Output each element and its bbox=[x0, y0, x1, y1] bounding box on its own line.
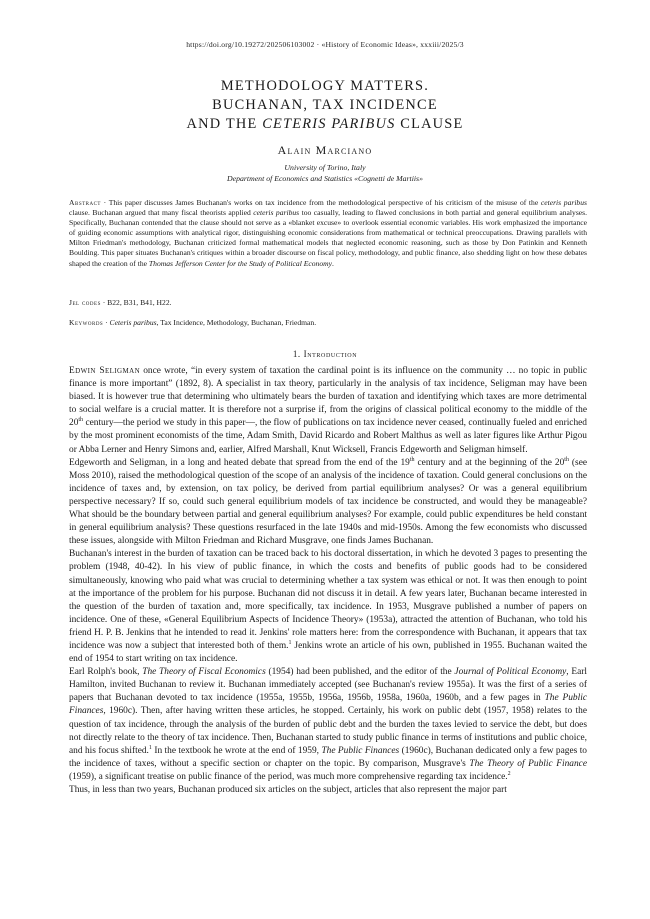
abstract: Abstract · This paper discusses James Buchanan's works on tax incidence from the methodological perspective of his criticism of the misuse of the ceteris paribus clause. Buchanan argued that many fiscal theorists applied ceteris paribus too casually, leading to flawed conclusions in both partial and general equilibrium analyses. Specifically, Buchanan contended that the clause should not serve as a «blanket excuse» to overlook essential economic variables. His work emphasized the importance of guiding economic assumptions with analytical rigor, distinguishing economic considerations from mathematical or technical preoccupations. Drawing parallels with Milton Friedman's methodology, Buchanan criticized formal mathematical models that neglected economic reasoning, such as those by Don Patinkin and Kenneth Boulding. This paper situates Buchanan's critiques within a broader discourse on fiscal policy, methodology, and public finance, also shedding light on how these debates shaped the creation of the Thomas Jefferson Center for the Study of Political Economy. bbox=[69, 198, 588, 268]
paragraph-5: Thus, in less than two years, Buchanan produced six articles on the subject, articles that also represent the major part bbox=[69, 785, 507, 795]
paragraph-2: Edgeworth and Seligman, in a long and heated debate that spread from the end of the 19th century and at the beginning of the 20th (see Moss 2010), raised the methodological question of the scope of an analysis of the incidence of taxation. Could general conclusions on the incidence of taxes and, by extension, on tax policy, be derived from partial equilibrium analyses? Or was a general equilibrium perspective necessary? If so, could such general equilibrium models of tax incidence be constructed, and would they be manageable? What should be the boundary between partial and general equilibrium analyses? For example, could public expenditures be held constant in general equilibrium analysis? These questions resurfaced in the late 1940s and mid-1950s. Among the few economists who discussed these issues, alongside with Milton Friedman and Richard Musgrave, one finds James Buchanan. bbox=[69, 456, 588, 547]
lead-name: Edwin Seligman bbox=[69, 366, 141, 376]
title-line-2: BUCHANAN, TAX INCIDENCE bbox=[212, 97, 438, 113]
affiliation-department: Department of Economics and Statistics «Cognetti de Martiis» bbox=[227, 174, 423, 183]
section-heading: 1. Introduction bbox=[292, 349, 358, 359]
author-name: Alain Marciano bbox=[277, 143, 373, 157]
jel-label: Jel codes bbox=[69, 298, 101, 307]
paragraph-4: Earl Rolph's book, The Theory of Fiscal Economics (1954) had been published, and the editor of the Journal of Political Economy, Earl Hamilton, invited Buchanan to review it. Buchanan immediately accepted (see Buchanan's review 1955a). It was the first of a series of papers that Buchanan devoted to tax incidence (1955a, 1955b, 1956a, 1956b, 1958a, 1960a, 1960b, and a few pages in The Public Finances, 1960c). Then, after having written these articles, he stopped. Certainly, his work on public debt (1957, 1958) relates to the question of tax incidence, through the analysis of the burden of public debt and the burden the taxes levied to service the debt, but does not directly relate to the theory of tax incidence. Then, Buchanan started to study public finance in terms of institutions and public choice, and his focus shifted.$^1$ In the textbook he wrote at the end of 1959, The Public Finances (1960c), Buchanan dedicated only a few pages to the incidence of taxes, without a specific section or chapter on the topic. By comparison, Musgrave's The Theory of Public Finance (1959), a significant treatise on public finance of the period, was much more comprehensive regarding tax incidence.$^2$ bbox=[69, 667, 588, 782]
footnote-ref-2: 2 bbox=[507, 770, 511, 777]
footnote-ref-1: 1 bbox=[288, 639, 292, 646]
paragraph-3: Buchanan's interest in the burden of taxation can be traced back to his doctoral dissertation, in which he devoted 3 pages to presenting the problem (1948, 40-42). In his view of public finance, in which the costs and benefits of public goods had to be considered simultaneously, knowing who paid what was crucial to determining whether a tax system was ethical or not. It was then enough to point at the importance of the problem for his purpose. Buchanan did not discuss it in detail. A few years later, Buchanan became interested in the question of the burden of taxation and, more specifically, tax incidence. In 1953, Musgrave published a number of papers on incidence. One of these, «General Equilibrium Aspects of Incidence Theory» (1953a), attracted the attention of Buchanan, who told his friend H. P. B. Jenkins that he intended to read it. Jenkins' role matters here: from the correspondence with Buchanan, it appears that tax incidence was now a subject that interested both of them.$^1$ Jenkins wrote an article of his own, published in 1955. Buchanan waited the end of 1954 to start writing on tax incidence. bbox=[69, 549, 587, 665]
paragraph-1: Edwin Seligman once wrote, “in every system of taxation the cardinal point is its influence on the community … no topic in public finance is more important” (1892, 8). A specialist in tax theory, particularly in the analysis of tax incidence, Seligman may have been biased. It is however true that determining who ultimately bears the burden of taxation and identifying which taxes are more detrimental to social welfare is a crucial matter. It is therefore not a surprise if, from the origins of classical political economy to the middle of the 20th century—the period we study in this paper—, the flow of publications on tax incidence never ceased, continually fueled and enriched by the most prominent economists of the time, Adam Smith, David Ricardo and Robert Malthus as well as later figures like Arthur Pigou or Abba Lerner and Henry Simons and, earlier, Alfred Marshall, Knut Wicksell, Francis Edgeworth and Seligman himself. bbox=[69, 366, 587, 455]
jel-codes: Jel codes · B22, B31, B41, H22. bbox=[69, 298, 172, 307]
author-affiliation bbox=[0, 162, 650, 184]
title-italic: CETERIS PARIBUS bbox=[262, 116, 396, 132]
title-line-3: AND THE CETERIS PARIBUS CLAUSE bbox=[186, 116, 464, 132]
article-title bbox=[0, 77, 650, 134]
keywords-label: Keywords bbox=[69, 318, 104, 327]
footnote-ref-1b: 1 bbox=[148, 744, 152, 751]
body-text bbox=[69, 365, 587, 797]
title-line-1: METHODOLOGY MATTERS. bbox=[220, 78, 430, 94]
keywords: Keywords · Ceteris paribus, Tax Incidence, Methodology, Buchanan, Friedman. bbox=[69, 318, 317, 327]
affiliation-university: University of Torino, Italy bbox=[284, 163, 366, 172]
abstract-label: Abstract bbox=[69, 198, 101, 207]
section-title: Introduction bbox=[303, 349, 358, 359]
running-head: https://doi.org/10.19272/202506103002 · «History of Economic Ideas», xxxiii/2025/3 bbox=[186, 40, 464, 49]
